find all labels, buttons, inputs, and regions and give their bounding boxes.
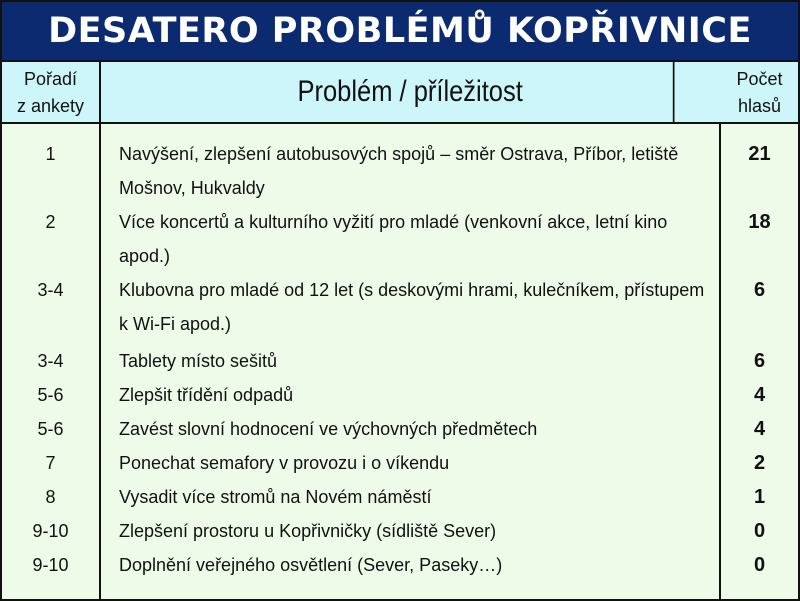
rank-cell: 9-10: [32, 521, 69, 541]
header-rank: [2, 62, 101, 122]
header-votes-line2: hlasů: [737, 96, 782, 116]
problem-cell: Zlepšit třídění odpadů: [119, 385, 294, 405]
rank-cell: 3-4: [37, 351, 64, 371]
votes-cell: 2: [753, 452, 766, 474]
header-votes-line1: Počet: [736, 69, 783, 89]
votes-cell: 4: [753, 384, 766, 406]
rank-cell: 3-4: [37, 280, 64, 300]
rank-cell: 9-10: [32, 555, 69, 575]
problem-column: [101, 124, 721, 599]
votes-cell: 0: [753, 554, 766, 576]
rank-cell: 5-6: [37, 419, 64, 439]
header-rank-line1: Pořadí: [23, 69, 78, 89]
votes-cell: 0: [753, 520, 766, 542]
table-body: [2, 124, 798, 599]
problem-cell: Zavést slovní hodnocení ve výchovných předmětech: [119, 419, 538, 439]
rank-column: [2, 124, 101, 599]
problem-cell: Vysadit více stromů na Novém náměstí: [119, 487, 432, 507]
header-rank-line2: z ankety: [16, 96, 85, 116]
problem-cell: Klubovna pro mladé od 12 let (s deskovými hrami, kulečníkem, přístupem k Wi-Fi apod.): [119, 280, 705, 334]
rank-cell: 1: [45, 144, 56, 164]
votes-cell: 6: [753, 279, 766, 301]
rank-cell: 7: [45, 453, 56, 473]
problem-cell: Více koncertů a kulturního vyžití pro mladé (venkovní akce, letní kino apod.): [119, 212, 668, 266]
problem-cell: Tablety místo sešitů: [119, 351, 278, 371]
rank-cell: 8: [45, 487, 56, 507]
page-title: DESATERO PROBLÉMŮ KOPŘIVNICE: [2, 2, 798, 62]
votes-cell: 6: [753, 350, 766, 372]
problem-cell: Navýšení, zlepšení autobusových spojů – směr Ostrava, Příbor, letiště Mošnov, Hukvaldy: [119, 144, 679, 198]
votes-cell: 1: [753, 486, 766, 508]
votes-column: [721, 124, 798, 599]
rank-cell: 5-6: [37, 385, 64, 405]
problem-cell: Doplnění veřejného osvětlení (Sever, Paseky…): [119, 555, 503, 575]
problem-cell: Zlepšení prostoru u Kopřivničky (sídliště Sever): [119, 521, 497, 541]
table-header: [2, 62, 798, 124]
votes-cell: 4: [753, 418, 766, 440]
problem-cell: Ponechat semafory v provozu i o víkendu: [119, 453, 450, 473]
votes-cell: 18: [748, 211, 771, 233]
header-problem: Problém / příležitost: [148, 62, 675, 122]
rank-cell: 2: [45, 212, 56, 232]
header-votes: [721, 62, 798, 122]
votes-cell: 21: [748, 143, 771, 165]
